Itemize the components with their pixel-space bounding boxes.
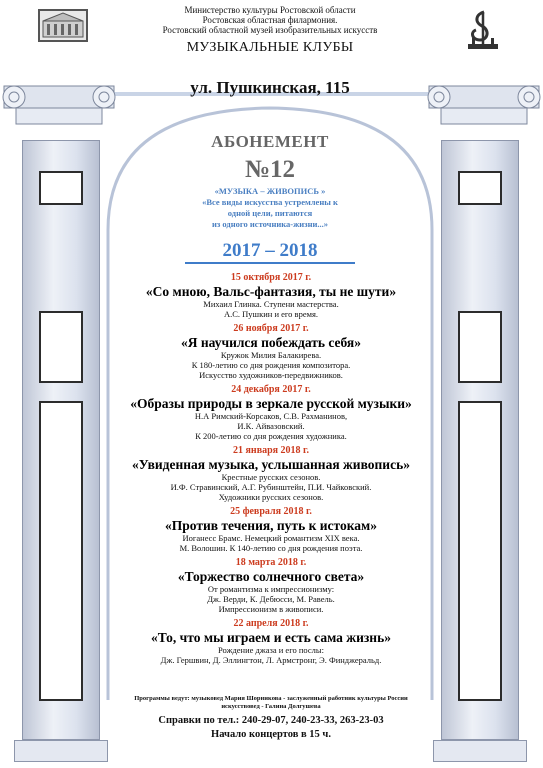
event-detail: Дж. Гершвин, Д. Эллингтон, Л. Армстронг, Э. Финджеральд. [160,655,382,665]
event-detail: Н.А Римский-Корсаков, С.В. Рахманинов, [194,411,348,421]
event-detail: Кружок Милия Балакирева. [220,350,322,360]
event-title: «Образы природы в зеркале русской музыки» [130,396,412,411]
event-detail: И.К. Айвазовский. [237,421,305,431]
event-date: 15 октября 2017 г. [230,272,312,283]
season-underline [185,262,355,264]
abonement-label: АБОНЕМЕНТ [211,132,329,151]
event-detail: Художники русских сезонов. [218,492,324,502]
event-detail: Рождение джаза и его послы: [218,645,324,655]
event-title: «Против течения, путь к истокам» [165,518,377,533]
event-detail: К 180-летию со дня рождения композитора. [191,360,351,370]
event-item [108,384,434,441]
event-item [108,557,434,614]
organizer-line: Ростовская областная филармония. [202,15,338,25]
event-detail: К 200-летию со дня рождения художника. [195,431,347,441]
event-detail: Иоганесс Брамс. Немецкий романтизм XIX века. [182,533,360,543]
event-date: 26 ноября 2017 г. [233,323,309,334]
event-item [108,618,434,665]
event-detail: Крестные русских сезонов. [221,472,321,482]
footer [115,695,427,740]
event-date: 22 апреля 2018 г. [233,618,309,629]
abonement-number: №12 [244,156,296,183]
organizer-line: Ростовский областной музей изобразительных искусств [162,25,378,35]
event-detail: И.Ф. Стравинский, А.Г. Рубинштейн, П.И. Чайковский. [170,482,372,492]
clubs-heading: МУЗЫКАЛЬНЫЕ КЛУБЫ [186,40,354,55]
cycle-title: «МУЗЫКА – ЖИВОПИСЬ » [214,186,326,196]
event-date: 24 декабря 2017 г. [231,384,311,395]
event-date: 18 марта 2018 г. [235,557,307,568]
contact-phones: Справки по тел.: 240-29-07, 240-23-33, 263-23-03 [158,715,384,726]
event-detail: М. Волошин. К 140-летию со дня рождения поэта. [179,543,363,553]
credit-line: искусствовед - Галина Долгушева [221,703,321,710]
motto-line: «Все виды искусства устремлены к [202,197,338,207]
event-title: «Торжество солнечного света» [177,569,365,584]
motto-line: одной цели, питаются [227,208,313,218]
event-detail: Михаил Глинка. Ступени мастерства. [203,299,339,309]
event-date: 21 января 2018 г. [233,445,309,456]
event-detail: А.С. Пушкин и его время. [223,309,318,319]
event-detail: Искусство художников-передвижников. [199,370,343,380]
event-title: «Увиденная музыка, услышанная живопись» [132,457,410,472]
event-title: «То, что мы играем и есть сама жизнь» [151,630,391,645]
event-date: 25 февраля 2018 г. [230,506,312,517]
event-item [108,323,434,380]
event-list [108,272,434,669]
event-item [108,445,434,502]
event-detail: Дж. Верди, К. Дебюсси, М. Равель. [207,594,335,604]
season: 2017 – 2018 [222,240,318,261]
event-item [108,272,434,319]
address: ул. Пушкинская, 115 [190,78,350,97]
event-title: «Я научился побеждать себя» [181,335,361,350]
cycle-info [150,186,390,230]
event-detail: От романтизма к импрессионизму: [207,584,335,594]
event-item [108,506,434,553]
event-title: «Со мною, Вальс-фантазия, ты не шути» [145,284,397,299]
start-time: Начало концертов в 15 ч. [211,729,331,740]
event-detail: Импрессионизм в живописи. [218,604,324,614]
credit-line: Программы ведут: музыковед Мария Шорникова - заслуженный работник культуры России [134,695,408,702]
motto-line: из одного источника-жизни...» [211,219,328,229]
organizer-line: Министерство культуры Ростовской области [184,5,356,15]
